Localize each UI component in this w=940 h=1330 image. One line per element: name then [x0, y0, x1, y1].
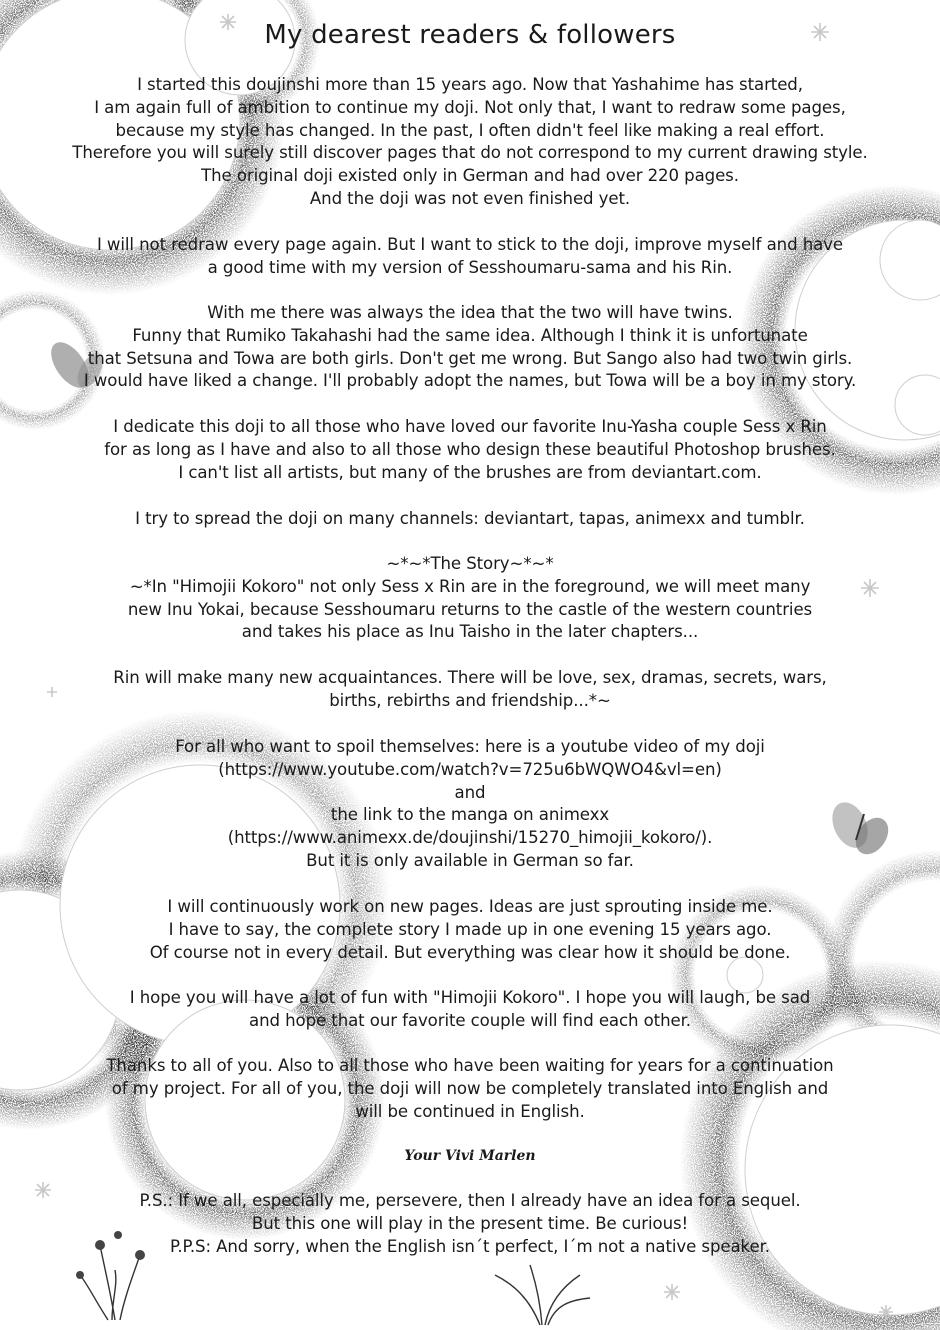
text-line: But this one will play in the present time. Be curious!: [251, 1213, 689, 1233]
page-title: My dearest readers & followers: [264, 20, 676, 50]
text-line: P.P.S: And sorry, when the English isn´t perfect, I´m not a native speaker.: [170, 1236, 770, 1256]
text-line: and: [454, 782, 486, 802]
text-line: Therefore you will surely still discover pages that do not correspond to my current drawing style.: [72, 143, 868, 163]
paragraph-dedication: [0, 416, 940, 484]
paragraph-intro: [0, 74, 940, 211]
text-line: Funny that Rumiko Takahashi had the same idea. Although I think it is unfortunate: [132, 325, 808, 345]
text-line: I dedicate this doji to all those who have loved our favorite Inu-Yasha couple Sess x Rin: [113, 417, 827, 436]
text-line: I would have liked a change. I'll probably adopt the names, but Towa will be a boy in my story.: [83, 371, 857, 391]
text-line: for as long as I have and also to all those who design these beautiful Photoshop brushes.: [104, 439, 836, 459]
text-line: and takes his place as Inu Taisho in the later chapters...: [241, 622, 699, 642]
text-line: births, rebirths and friendship...*~: [329, 690, 611, 710]
text-line: And the doji was not even finished yet.: [309, 188, 631, 208]
text-line: I hope you will have a lot of fun with "Himojii Kokoro". I hope you will laugh, be sad: [129, 988, 811, 1007]
text-line: of my project. For all of you, the doji will now be completely translated into English and: [111, 1078, 829, 1098]
text-line: I try to spread the doji on many channels: deviantart, tapas, animexx and tumblr.: [135, 509, 805, 528]
text-line: With me there was always the idea that the two will have twins.: [207, 303, 733, 322]
animexx-link[interactable]: (https://www.animexx.de/doujinshi/15270_himojii_kokoro/).: [227, 828, 713, 848]
text-line: and hope that our favorite couple will find each other.: [249, 1010, 691, 1030]
text-line: I will continuously work on new pages. Ideas are just sprouting inside me.: [167, 897, 773, 916]
text-line: I have to say, the complete story I made up in one evening 15 years ago.: [168, 919, 772, 939]
story-heading: ~*~*The Story~*~*: [386, 554, 554, 573]
paragraph-story: [0, 553, 940, 644]
text-line: that Setsuna and Towa are both girls. Don't get me wrong. But Sango also had two twin girls.: [87, 348, 853, 368]
text-line: The original doji existed only in German and had over 220 pages.: [201, 166, 739, 186]
text-line: ~*In "Himojii Kokoro" not only Sess x Rin are in the foreground, we will meet many: [129, 576, 811, 596]
text-line: But it is only available in German so far.: [306, 850, 634, 870]
text-line: will be continued in English.: [355, 1101, 585, 1121]
paragraph-work: [0, 896, 940, 964]
paragraph-acquaintances: [0, 667, 940, 713]
text-line: For all who want to spoil themselves: here is a youtube video of my doji: [175, 737, 765, 756]
text-line: Thanks to all of you. Also to all those who have been waiting for years for a continuation: [106, 1056, 834, 1075]
postscript: [0, 1190, 940, 1258]
paragraph-links: [0, 736, 940, 873]
text-line: I will not redraw every page again. But I want to stick to the doji, improve myself and have: [96, 235, 844, 254]
text-line: I can't list all artists, but many of the brushes are from deviantart.com.: [178, 462, 762, 482]
text-line: I am again full of ambition to continue my doji. Not only that, I want to redraw some pages,: [94, 97, 846, 117]
youtube-link[interactable]: (https://www.youtube.com/watch?v=725u6bWQWO4&vl=en): [218, 759, 722, 779]
paragraph-twins: [0, 302, 940, 393]
paragraph-thanks: [0, 1055, 940, 1123]
text-line: P.S.: If we all, especially me, persevere, then I already have an idea for a sequel.: [139, 1191, 801, 1210]
text-line: Rin will make many new acquaintances. There will be love, sex, dramas, secrets, wars,: [113, 668, 827, 687]
text-line: Of course not in every detail. But everything was clear how it should be done.: [149, 942, 791, 962]
text-line: a good time with my version of Sesshoumaru-sama and his Rin.: [207, 257, 733, 277]
paragraph-channels: [0, 508, 940, 531]
text-line: the link to the manga on animexx: [330, 805, 610, 825]
signature: Your Vivi Marlen: [404, 1148, 536, 1164]
text-line: because my style has changed. In the past, I often didn't feel like making a real effort.: [115, 120, 825, 140]
text-line: I started this doujinshi more than 15 years ago. Now that Yashahime has started,: [137, 75, 803, 94]
paragraph-fun: [0, 987, 940, 1033]
text-line: new Inu Yokai, because Sesshoumaru returns to the castle of the western countries: [127, 599, 813, 619]
paragraph-redraw: [0, 234, 940, 280]
